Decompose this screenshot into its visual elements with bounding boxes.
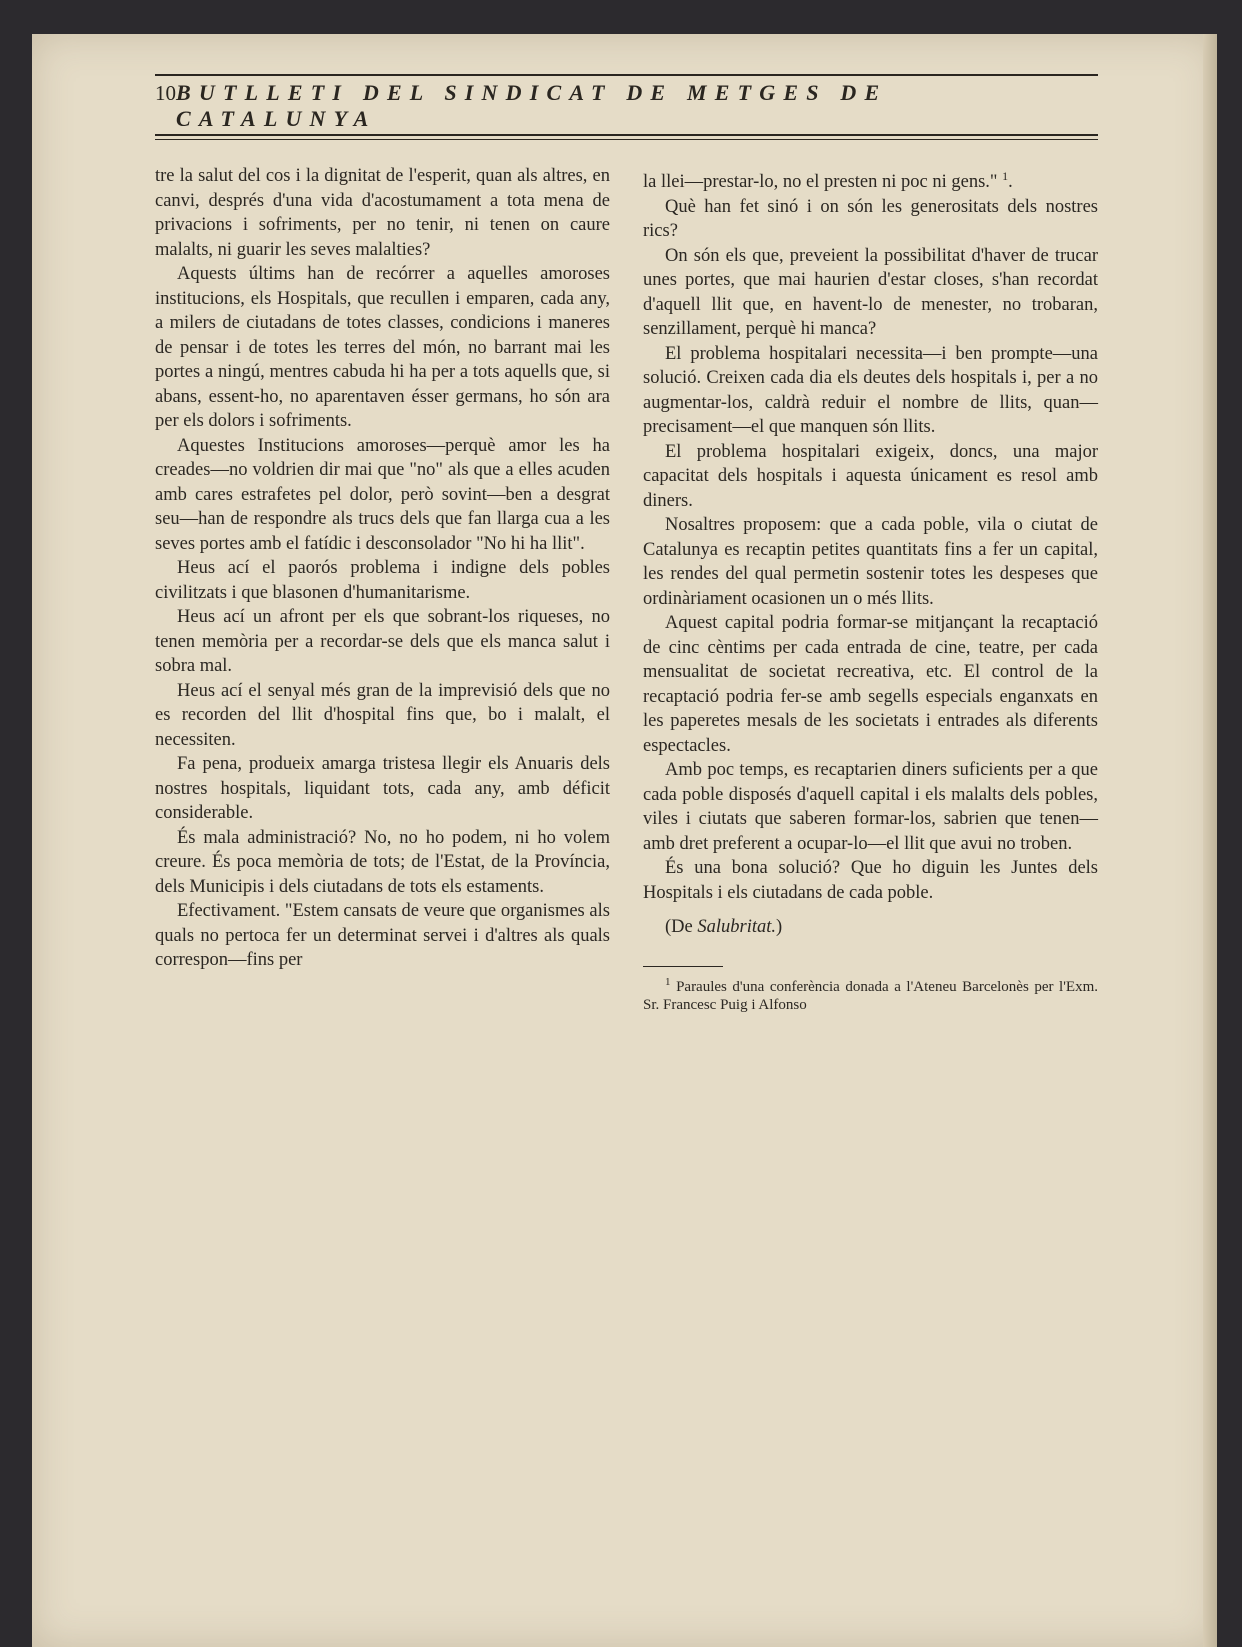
paragraph: Fa pena, produeix amarga tristesa llegir els Anuaris dels nostres hospitals, liquidant tots, cada any, amb déficit considerable. bbox=[155, 754, 610, 823]
running-header bbox=[155, 74, 1098, 140]
header-row bbox=[155, 76, 1098, 134]
paragraph: Heus ací el senyal més gran de la imprevisió dels que no es recorden del llit d'hospital fins que, bo i malalt, el necessiten. bbox=[155, 680, 610, 750]
footnote bbox=[643, 973, 1098, 1014]
running-title: BUTLLETI DEL SINDICAT DE METGES DE CATALUNYA bbox=[176, 80, 888, 131]
paragraph: On són els que, preveient la possibilitat d'haver de trucar unes portes, que mai haurien d'estar closes, s'han recordat d'aquell llit que, en havent-lo de menester, no trobaran, senzillament, perquè hi manca? bbox=[643, 245, 1098, 340]
header-bottom-rule-thin bbox=[155, 139, 1098, 140]
paragraph: El problema hospitalari exigeix, doncs, una major capacitat dels hospitals i aquesta únicament es resol amb diners. bbox=[643, 441, 1098, 511]
footnote-text: Paraules d'una conferència donada a l'Ateneu Barcelonès per l'Exm. Sr. Francesc Puig i Alfonso bbox=[643, 978, 1098, 1013]
paragraph: Què han fet sinó i on són les generositats dels nostres rics? bbox=[643, 196, 1098, 242]
source-name: Salubritat. bbox=[697, 917, 776, 938]
paragraph: El problema hospitalari necessita—i ben prompte—una solució. Creixen cada dia els deutes dels hospitals i, per a no augmentar-los, caldrà reduir el nombre de llits, quan—precisament—el que manquen són llits. bbox=[643, 343, 1098, 438]
footnote-reference: 1 bbox=[1002, 169, 1009, 183]
paragraph: És una bona solució? Que ho diguin les Juntes dels Hospitals i els ciutadans de cada poble. bbox=[643, 858, 1098, 903]
footnote-mark: 1 bbox=[665, 975, 671, 988]
text-columns bbox=[155, 164, 1098, 1014]
paragraph: Aquestes Institucions amoroses—perquè amor les ha creades—no voldrien dir mai que "no" als que a elles acuden amb cares estrafetes pel dolor, però sovint—ben a desgrat seu—han de respondre als trucs dels que fan llarga cua a les seves portes amb el fatídic i desconsolador "No hi ha llit". bbox=[155, 435, 610, 554]
paragraph: Nosaltres proposem: que a cada poble, vila o ciutat de Catalunya es recaptin petites quantitats fins a fer un capital, les rendes del qual permetin sostenir totes les despeses que ordinàriament ocasionen un o més llits. bbox=[643, 515, 1098, 609]
source-credit: (De Salubritat.) bbox=[665, 917, 783, 938]
paragraph: Efectivament. "Estem cansats de veure que organismes als quals no pertoca fer un determinat servei i d'altres als quals correspon—fins per bbox=[155, 901, 610, 970]
paragraph: Aquests últims han de recórrer a aquelles amoroses institucions, els Hospitals, que recullen i emparen, cada any, a milers de ciutadans de totes classes, condicions i maneres de pensar i de totes les terres del món, no barrant mai les portes a ningú, mentres cabuda hi ha per a tots aquells que, si abans, essent-ho, no aparentaven ésser germans, ho són ara per els dolors i sofriments. bbox=[155, 264, 610, 431]
paragraph: tre la salut del cos i la dignitat de l'esperit, quan als altres, en canvi, després d'una vida d'acostumament a tota mena de privacions i sofriments, per no tenir, ni tenen on caure malalts, ni guarir les seves malalties? bbox=[155, 166, 610, 260]
paragraph: Amb poc temps, es recaptarien diners suficients per a que cada poble disposés d'aquell capital i els malalts dels pobles, viles i ciutats que saberen formar-los, sabrien que tenen—amb dret preferent a ocupar-lo—el llit que avui no troben. bbox=[643, 760, 1098, 854]
footnote-rule bbox=[643, 966, 723, 967]
paragraph: Heus ací un afront per els que sobrant-los riqueses, no tenen memòria per a recordar-se dels que els manca salut i sobra mal. bbox=[155, 607, 610, 676]
continuation-text: la llei—prestar-lo, no el presten ni poc ni gens." bbox=[643, 172, 998, 193]
right-column bbox=[643, 164, 1098, 1014]
paragraph: Heus ací el paorós problema i indigne dels pobles civilitzats i que blasonen d'humanitarisme. bbox=[155, 558, 610, 603]
paragraph-continuation: la llei—prestar-lo, no el presten ni poc ni gens." $^1$. bbox=[643, 169, 1013, 193]
paragraph: Aquest capital podria formar-se mitjançant la recaptació de cinc cèntims per cada entrada de cine, teatre, per cada mensualitat de societat recreativa, etc. El control de la recaptació podria fer-se amb segells especials enganxats en les paperetes mesals de les societats i entrades als diferents espectacles. bbox=[643, 613, 1098, 756]
page-spine bbox=[1203, 34, 1217, 1647]
paragraph: És mala administració? No, no ho podem, ni ho volem creure. És poca memòria de tots; de l'Estat, de la Província, dels Municipis i dels ciutadans de tots els estaments. bbox=[155, 827, 610, 897]
page-number: 10 bbox=[155, 81, 176, 105]
left-column bbox=[155, 164, 610, 1014]
